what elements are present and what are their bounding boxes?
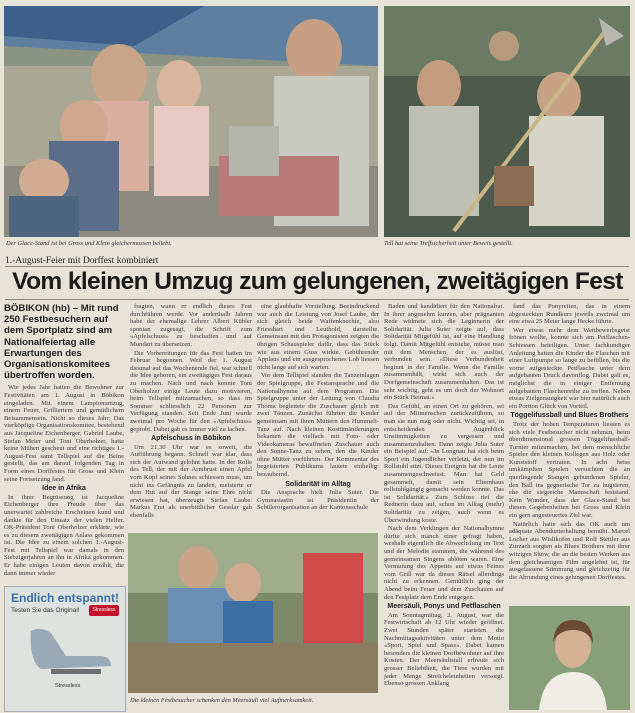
- paragraph: Natürlich hatte sich das OK auch um adäquate Abendunterhaltung bemüht. Marcel Locher aus Wislikofen und Rolf Stettler aus Zurzach sorgten als Blues Brothers mit ihrer witzigen Show, die an die besten Werken aus dem gleichnamigen Film angelehnt ist, für ausgelassene Stimmung und gleichzeitig für die Abrundung eines gelungenen Dorffestes.: [509, 520, 630, 581]
- paragraph: Die Ansprache hielt Julia Suter. Die Gymnasiastin ist Präsidentin der Schülerorganisation an der Kantonsschule: [257, 489, 379, 512]
- paragraph: Trotz der hohen Temperaturen liessen es sich viele Festbesucher nicht nehmen, beim überdimensional grossen Töggelifussball-Turnier mitzumachen, bei dem menschliche Spieler den kleinen Kollegen aus Holz oder Kunststoff vertraten. In acht heiss umkämpften Spielen versuchten die an querliegende Stangen gebundenen Spieler, den Ball ins gegnerische Tor zu bugsieren, ehe die siegreiche Mannschaft feststand. Kein Wunder, dass der Glace-Stand bei diesen Gegebenheiten bei Gross und Klein ein gern angesteuertes Ziel war.: [509, 420, 630, 520]
- photo-glace-stand: [4, 6, 378, 237]
- paragraph: Die Vorbereitungen für das Fest hatten im Februar begonnen. Weil der 1. August diesmal auf das Wochenende fiel, war schnell die Idee geboren, ein zweitägiges Fest daraus zu machen. Nach und nach konnte Toni Oberholzer einige Leute dazu motivieren, beim Tellspiel mitzumachen, so dass im Sommer schliesslich 22 Personen zur Verfügung standen. Seit Ende Juni wurde zweimal pro Woche für den «Apfelschuss» geprobt. Dabei gab es immer viel zu lachen.: [130, 349, 252, 433]
- paragraph: Am Sonntagmittag, 2. August, war die Festwirtschaft ab 12 Uhr wieder geöffnet. Zwei Stunden später starteten die Nachmittagsaktivitäten unter dem Motto «Sport, Spiel und Spass». Dabei kamen besonders die kleinen Dorfbewohner auf ihre Kosten. Der Meersäulistall erfreute sich grosser Beliebtheit, die Tiere wurden mit jeder Menge Streicheleinheiten versorgt. Ebenso grossen Anklang: [384, 611, 504, 688]
- paragraph: Wer etwas mehr dem Wettbewerbsgeist frönen wollte, konnte sich am Petflaschen-Schiessen beteiligen. Unter fachkundiger Anleitung hatten die Kinder die Flaschen mit einer Luftpumpe so lange zu befüllen, bis die vorne aufgesteckte Petflasche unter dem aufgebauten Druck davonflog. Dabei galt es, möglichst die in einiger Entfernung aufgebauten Flaschenreihe zu treffen. Neben etwas Zielgenauigkeit war hier natürlich auch ein Portion Glück von Vorteil.: [509, 326, 630, 410]
- article-column-2: [130, 303, 252, 530]
- divider: [5, 266, 629, 267]
- ad-footer: Stressless: [55, 683, 81, 689]
- subheading: Idee in Afrika: [42, 485, 86, 493]
- article-headline: Vom kleinen Umzug zum gelungenen, zweitägigen Fest: [12, 268, 623, 295]
- ad-subtitle: Testen Sie das Original!: [11, 607, 80, 614]
- article-lead: BÖBIKON (hb) – Mit rund 250 Festbesuchern auf dem Sportplatz sind am Nationalfeiertag alle Erwartungen des Organisationskomitees übertroffen worden.: [4, 303, 119, 382]
- caption-meersaeuli: Die kleinen Festbesucher schenken den Meersäuli viel Aufmerksamkeit.: [130, 697, 314, 704]
- paragraph: eine glaubhafte Vorstellung. Beeindruckend war auch die Leistung von Josef Laube, der sich gleich beide Waffenknechte, also Friesshart und Leuthold, darstellte. Gemeinsam mit den Protagonisten zeigten die übrigen Schauspieler dafür, dass das Stück wie aus einem Guss wirkte. Gebührender Applaus und ein ausgesprochenes Lob liessen nicht lange auf sich warten.: [257, 303, 379, 371]
- subheading: Solidarität im Alltag: [285, 480, 351, 488]
- paragraph: Vor dem Tellspiel standen die Tanzeinlagen der Spielgruppe, die Festansprache und die Nationalhymne auf dem Programm. Die Spielgruppe unter der Leitung von Claudia Thoma begleitete die Zuschauer gleich mit zwei Tänzen. Zunächst führten die Kinder gemeinsam mit ihren Müttern den Hummeli-Tanz auf. Nach kleinen Kostümänderungen bekamen die vielfach mit Foto- oder Videokameras bewaffneten Zuschauer auch den Sonne-Tanz zu sehen, den die Kinder ohne Mütter vorführten. Der Kommentar des begeisterten Publikums lautete einhellig: bezaubernd.: [257, 372, 379, 479]
- article-kicker: 1.-August-Feier mit Dorffest kombiniert: [5, 256, 159, 266]
- photo-tell: [384, 6, 630, 237]
- article-column-3: [257, 303, 379, 530]
- subheading: Apfelschuss in Böbikon: [151, 435, 231, 443]
- article-column-4: [384, 303, 504, 710]
- article-column-5: [509, 303, 630, 603]
- ad-title: Endlich entspannt!: [11, 591, 119, 605]
- paragraph: fragten, wann er endlich dieses Fest durchführen werde. Vor anderthalb Jahren habe der ehemalige Lehrer Albert Kübler spontan zugesagt, die Schrift zum «Apfelschuss» zu beschaffen und auf Mundart zu übersetzen.: [130, 303, 252, 348]
- subheading: Meersäuli, Ponys und Petflaschen: [387, 603, 501, 611]
- caption-glace-stand: Der Glace-Stand ist bei Gross und Klein gleichermassen beliebt.: [6, 240, 172, 247]
- article-column-1: [4, 303, 124, 583]
- photo-portrait: [509, 606, 630, 710]
- recliner-chair-image: [11, 621, 121, 681]
- advertisement[interactable]: [4, 586, 126, 712]
- photo-meersaeuli: [128, 533, 378, 693]
- subheading: Töggelifussball und Blues Brothers: [510, 412, 629, 420]
- paragraph: Um 21.30 Uhr war es soweit, die Aufführung begann. Schnell war klar, dass sich der Aufwand gelohnt hatte. In der Rolle des Tell, der mit der Armbrust einen Apfel vom Kopf seines Sohnes schiessen muss, um nicht ins Gefängnis zu landen, meisterte er dem Hut auf der Stange seine Ehre nicht erwiesen hat, überzeugte Stefan Laube. Markus Frei als unerbittlicher Gesslar gab ebenfalls: [130, 443, 252, 520]
- paragraph: In ihrer Begrüssung ist Jacqueline Eichenberger ihre Freude über das unerwartet zahlreiche Erscheinen kund und dankte für den Einsatz der vielen Helfer. OK-Präsident Toni Oberholzer erklärte, wie es zu diesem zweitägigen Anlass gekommen ist. Die Idee zu einem solchen 1.-August-Fest mit Tellspiel war damals in den Siebzigerjahren an ihn in Afrika gekommen. Er habe einigen Leuten davon erzählt, die dann immer wieder: [4, 493, 124, 577]
- paragraph: Nach dem Verklingen der Nationalhymne dürfte sich manch einer gefragt haben, weshalb eigentlich die Abwechslung im Text und der Melodie stammen, die während des gemeinsamen Singens ablöten waren. Eine Vermutung des Appetits auf etwas Feines vom Grill war da dieses Rätsel allerdings nicht zu erkennen. Gemütlich ging der Abend beim Feuer und dem Zuschauen auf den Festplatz dem Ende entgegen.: [384, 525, 504, 601]
- caption-tell: Tell hat seine Treffsicherheit unter Beweis gestellt.: [384, 240, 513, 247]
- paragraph: Wie jedes Jahr hatten die Bewohner zur Festivitäten am 1. August in Böbikon eingeladen. Mit einem Lampionumzug, einem Feuer, Grilliertem und gemütlichem Beisammensein. Nicht so dieses Jahr: Das vierköpfige Organisationskomitee, bestehend aus Jacqueline Eichenberger, Gabriel Laube, Stefan Meier und Toni Oberholzer, hatte keine Mühen gescheut und eine richtiges 1.-August-Fest samt Tellspiel auf die Beine gestellt, das am darauf folgenden Tag in Form eines Dorffestes für Gross und Klein seine Fortsetzung fand.: [4, 384, 124, 483]
- paragraph: fand das Ponyreiten, das in einem abgesteckten Rundkurs jeweils zweimal um eine etwa 25 Meter lange Hecke führte.: [509, 303, 630, 326]
- divider: [5, 299, 629, 300]
- paragraph: Baden und kandidiert für den Nationalrat. In ihrer angenehm kurzen, aber prägnanten Rede widmete sich die Leginnerin der Solidarität. Julia Suter zeigte auf, dass Solidarität Mitgefühl ist, auf eine Handlung folgt. Damit Mitgefühl entstehe, müsse man mit dem Menschen, der es auslöst, verbunden sein. «Diese Verbundenheit beginnt in der Familie. Wenn die Familie zusammenhält, wirkt sich auch der Dorfgemeinschaft zusammenhalten. Das ist sehr wichtig, geht es um doch der Wohnort ein Stück Heimat.»: [384, 303, 504, 402]
- paragraph: Das Gefühl, an einen Ort zu gehören, sei auf der Mitmenschen zurückzuführen, so man sie nun mag oder nicht. Wichtig sei, in entscheidenden Augenblick Unstimmigkeiten zu vergessen und zusammenzuhalten. Dann zeigte Julia Suter ein Beispiel auf: «In Longnau hat sich beim Sport ein Jugendlicher verletzt, der nun im Rollstuhl sitzt. Dieses Ereignis hat die Leute zusammengeschweisst. Man hat Geld gesammelt, damit sein Elternhaus rollstuhlgängig gemacht werden konnte. Das ist Solidarität.» Zum Schluss rief die Rednerin dazu auf, schon im Alltag (mehr) Solidarität zu zeigen, auch wenn es Überwindung koste.: [384, 402, 504, 524]
- ad-logo: Stressless: [89, 605, 119, 616]
